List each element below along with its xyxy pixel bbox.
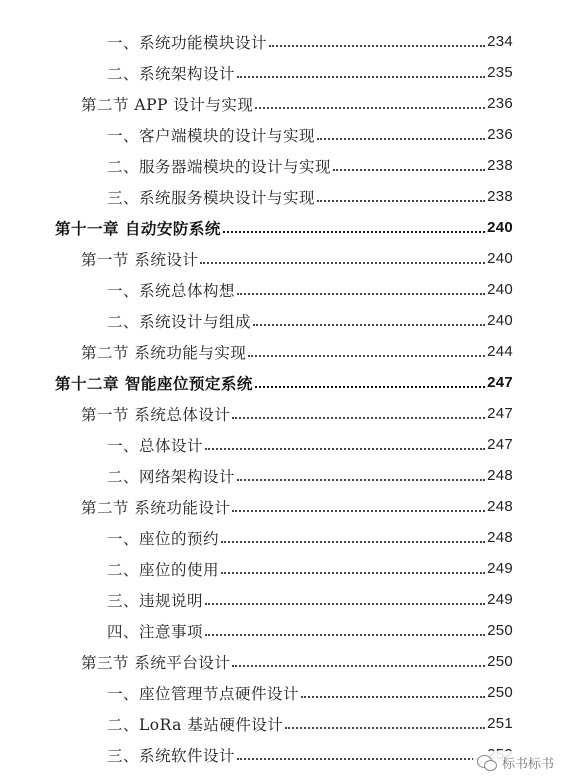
dot-leader	[223, 231, 485, 233]
toc-entry-title: 三、系统服务模块设计与实现	[107, 188, 316, 207]
toc-section-entry[interactable]	[0, 491, 566, 522]
toc-subsection-entry[interactable]	[0, 119, 566, 150]
dot-leader	[253, 324, 485, 326]
dot-leader	[237, 479, 485, 481]
toc-entry-title: 第二节 系统功能与实现	[81, 343, 247, 362]
toc-entry-title: 一、系统总体构想	[107, 281, 236, 300]
toc-page-number: 240	[487, 250, 513, 267]
dot-leader	[301, 696, 485, 698]
toc-page-number: 248	[487, 529, 513, 546]
toc-page-number: 251	[487, 715, 513, 732]
toc-page-number: 249	[487, 591, 513, 608]
toc-page-number: 238	[487, 157, 513, 174]
toc-entry-title: 四、注意事项	[107, 622, 204, 641]
dot-leader	[317, 138, 485, 140]
dot-leader	[205, 634, 485, 636]
toc-chapter-entry[interactable]	[0, 367, 566, 398]
watermark-text: 标书标书	[501, 757, 554, 772]
toc-page-number: 249	[487, 560, 513, 577]
dot-leader	[317, 200, 485, 202]
toc-page-number: 240	[487, 281, 513, 298]
dot-leader	[255, 107, 485, 109]
toc-subsection-entry[interactable]	[0, 677, 566, 708]
toc-page-number: 247	[487, 405, 513, 422]
dot-leader	[205, 448, 485, 450]
toc-chapter-entry[interactable]	[0, 212, 566, 243]
dot-leader	[248, 355, 485, 357]
toc-subsection-entry[interactable]	[0, 26, 566, 57]
toc-entry-title: 第三节 系统平台设计	[81, 653, 231, 672]
toc-entry-title: 二、系统设计与组成	[107, 312, 252, 331]
toc-subsection-entry[interactable]	[0, 708, 566, 739]
toc-entry-title: 二、网络架构设计	[107, 467, 236, 486]
dot-leader	[221, 572, 485, 574]
toc-subsection-entry[interactable]	[0, 522, 566, 553]
dot-leader	[221, 541, 485, 543]
toc-page-number: 234	[487, 33, 513, 50]
toc-subsection-entry[interactable]	[0, 553, 566, 584]
toc-entry-title: 三、违规说明	[107, 591, 204, 610]
toc-subsection-entry[interactable]	[0, 274, 566, 305]
toc-page-number: 248	[487, 498, 513, 515]
toc-section-entry[interactable]	[0, 243, 566, 274]
toc-entry-title: 第十二章 智能座位预定系统	[55, 373, 253, 393]
toc-subsection-entry[interactable]	[0, 429, 566, 460]
toc-page-number: 250	[487, 622, 513, 639]
toc-page-number: 250	[487, 653, 513, 670]
dot-leader	[255, 386, 485, 388]
dot-leader	[285, 727, 485, 729]
toc-page-number: 250	[487, 684, 513, 701]
wechat-icon	[477, 755, 497, 771]
toc-entry-title: 第二节 系统功能设计	[81, 498, 231, 517]
dot-leader	[232, 417, 485, 419]
toc-entry-title: 第一节 系统总体设计	[81, 405, 231, 424]
toc-entry-title: 一、总体设计	[107, 436, 204, 455]
toc-subsection-entry[interactable]	[0, 584, 566, 615]
toc-page-number: 248	[487, 467, 513, 484]
dot-leader	[232, 665, 485, 667]
watermark	[473, 751, 558, 774]
toc-page-number: 236	[487, 126, 513, 143]
toc-subsection-entry[interactable]	[0, 181, 566, 212]
toc-entry-title: 一、客户端模块的设计与实现	[107, 126, 316, 145]
toc-subsection-entry[interactable]	[0, 57, 566, 88]
dot-leader	[237, 76, 485, 78]
toc-page-number: 247	[487, 374, 513, 391]
toc-section-entry[interactable]	[0, 336, 566, 367]
toc-entry-title: 二、LoRa 基站硬件设计	[107, 715, 284, 734]
toc-page-number: 240	[487, 219, 513, 236]
toc-page-number: 235	[487, 64, 513, 81]
dot-leader	[205, 603, 485, 605]
dot-leader	[333, 169, 485, 171]
toc-subsection-entry[interactable]	[0, 150, 566, 181]
toc-entry-title: 第十一章 自动安防系统	[55, 218, 221, 238]
toc-subsection-entry[interactable]	[0, 460, 566, 491]
toc-section-entry[interactable]	[0, 398, 566, 429]
dot-leader	[269, 45, 485, 47]
toc-entry-title: 三、系统软件设计	[107, 746, 236, 765]
toc-entry-title: 二、座位的使用	[107, 560, 220, 579]
toc-page-number: 236	[487, 95, 513, 112]
dot-leader	[237, 758, 485, 760]
toc-subsection-entry[interactable]	[0, 305, 566, 336]
toc-page-number: 238	[487, 188, 513, 205]
toc-entry-title: 第一节 系统设计	[81, 250, 199, 269]
toc-entry-title: 一、座位管理节点硬件设计	[107, 684, 300, 703]
toc-section-entry[interactable]	[0, 88, 566, 119]
dot-leader	[200, 262, 485, 264]
toc-entry-title: 二、服务器端模块的设计与实现	[107, 157, 332, 176]
dot-leader	[232, 510, 485, 512]
toc-subsection-entry[interactable]	[0, 615, 566, 646]
toc-page-number: 244	[487, 343, 513, 360]
toc-section-entry[interactable]	[0, 646, 566, 677]
dot-leader	[237, 293, 485, 295]
toc-entry-title: 第二节 APP 设计与实现	[81, 95, 254, 114]
table-of-contents	[0, 26, 566, 770]
toc-page-number: 240	[487, 312, 513, 329]
toc-entry-title: 一、系统功能模块设计	[107, 33, 268, 52]
toc-page-number: 247	[487, 436, 513, 453]
toc-entry-title: 一、座位的预约	[107, 529, 220, 548]
toc-entry-title: 二、系统架构设计	[107, 64, 236, 83]
